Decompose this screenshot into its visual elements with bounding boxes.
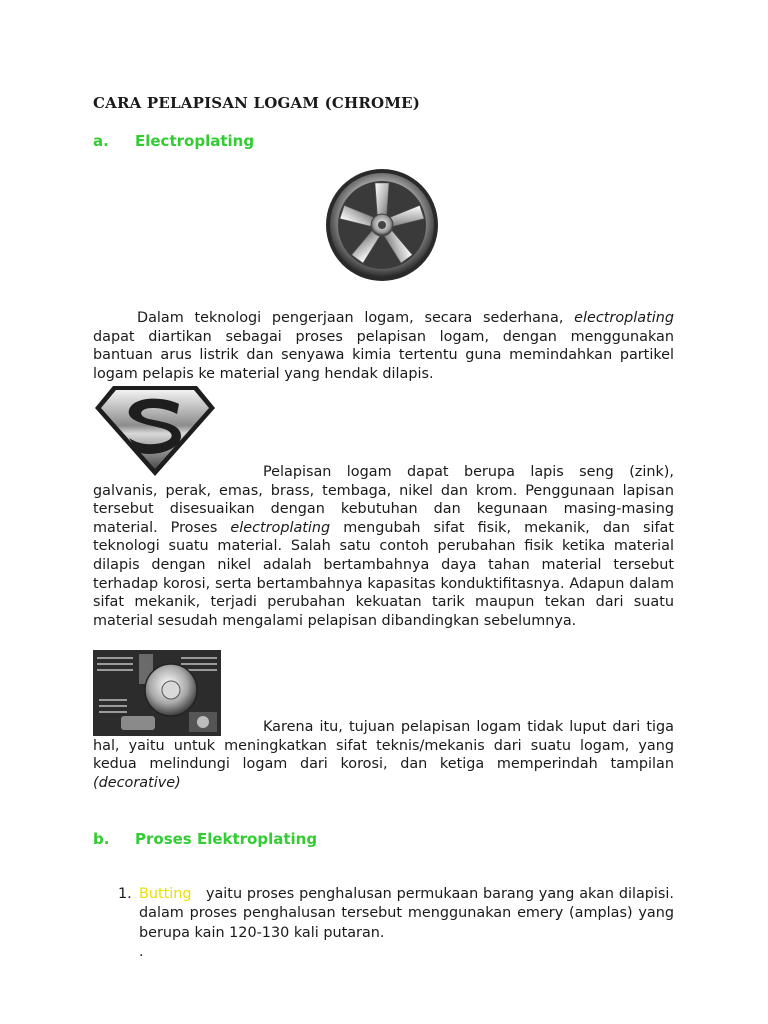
emphasis-text: electroplating [230, 519, 331, 536]
paragraph-text: mengubah sifat fisik, mekanik, dan sifat teknologi suatu material. Salah satu contoh perubahan fisik ketika material dilapis dengan nikel adalah bertambahnya daya tahan material tersebut terhadap korosi, serta bertambahnya kapasitas konduktifitasnya. Adapun dalam sifat mekanik, terjadi perubahan kekuatan tarik maupun tekan dari suatu material sesudah mengalami pelapisan dibandingkan sebelumnya. [93, 519, 675, 629]
process-list [118, 885, 679, 963]
section-heading-a [93, 132, 254, 150]
list-marker: 1. [118, 886, 132, 902]
paragraph-text: Pelapisan logam dapat berupa lapis seng (zink), galvanis, perak, emas, brass, tembaga, nikel dan krom. Penggunaan lapisan tersebut disesuaikan dengan kebutuhan dan kegunaan masing-masing material. Proses [93, 464, 674, 536]
section-heading-b [93, 830, 317, 848]
list-item [118, 885, 679, 963]
emphasis-text: electroplating [574, 310, 674, 326]
paragraph-text: Dalam teknologi pengerjaan logam, secara sederhana, [137, 310, 575, 326]
paragraph-text: Karena itu, tujuan pelapisan logam tidak luput dari tiga hal, yaitu untuk meningkatkan sifat teknis/mekanis dari suatu logam, yang kedua melindungi logam dari korosi, dan ketiga memperindah tampilan [93, 719, 674, 773]
emphasis-text: (decorative) [93, 774, 181, 791]
section-label: Electroplating [135, 132, 255, 150]
list-item-trail: . [139, 944, 144, 961]
section-number: a. [93, 132, 109, 150]
section-number: b. [93, 830, 110, 848]
paragraph-intro [93, 309, 674, 383]
paragraph-purpose [93, 718, 674, 792]
list-item-text: yaitu proses penghalusan permukaan barang yang akan dilapisi. dalam proses penghalusan tersebut menggunakan emery (amplas) yang berupa kain 120-130 kali putaran. [139, 886, 679, 941]
highlighted-term: Butting [139, 886, 192, 902]
document-title: CARA PELAPISAN LOGAM (CHROME) [93, 94, 421, 112]
section-label: Proses Elektroplating [135, 830, 318, 848]
paragraph-text: dapat diartikan sebagai proses pelapisan logam, dengan menggunakan bantuan arus listrik dan senyawa kimia tertentu guna memindahkan partikel logam pelapis ke material yang hendak dilapis. [93, 328, 674, 382]
paragraph-coating-types [93, 463, 674, 630]
chrome-wheel-image [323, 166, 441, 284]
